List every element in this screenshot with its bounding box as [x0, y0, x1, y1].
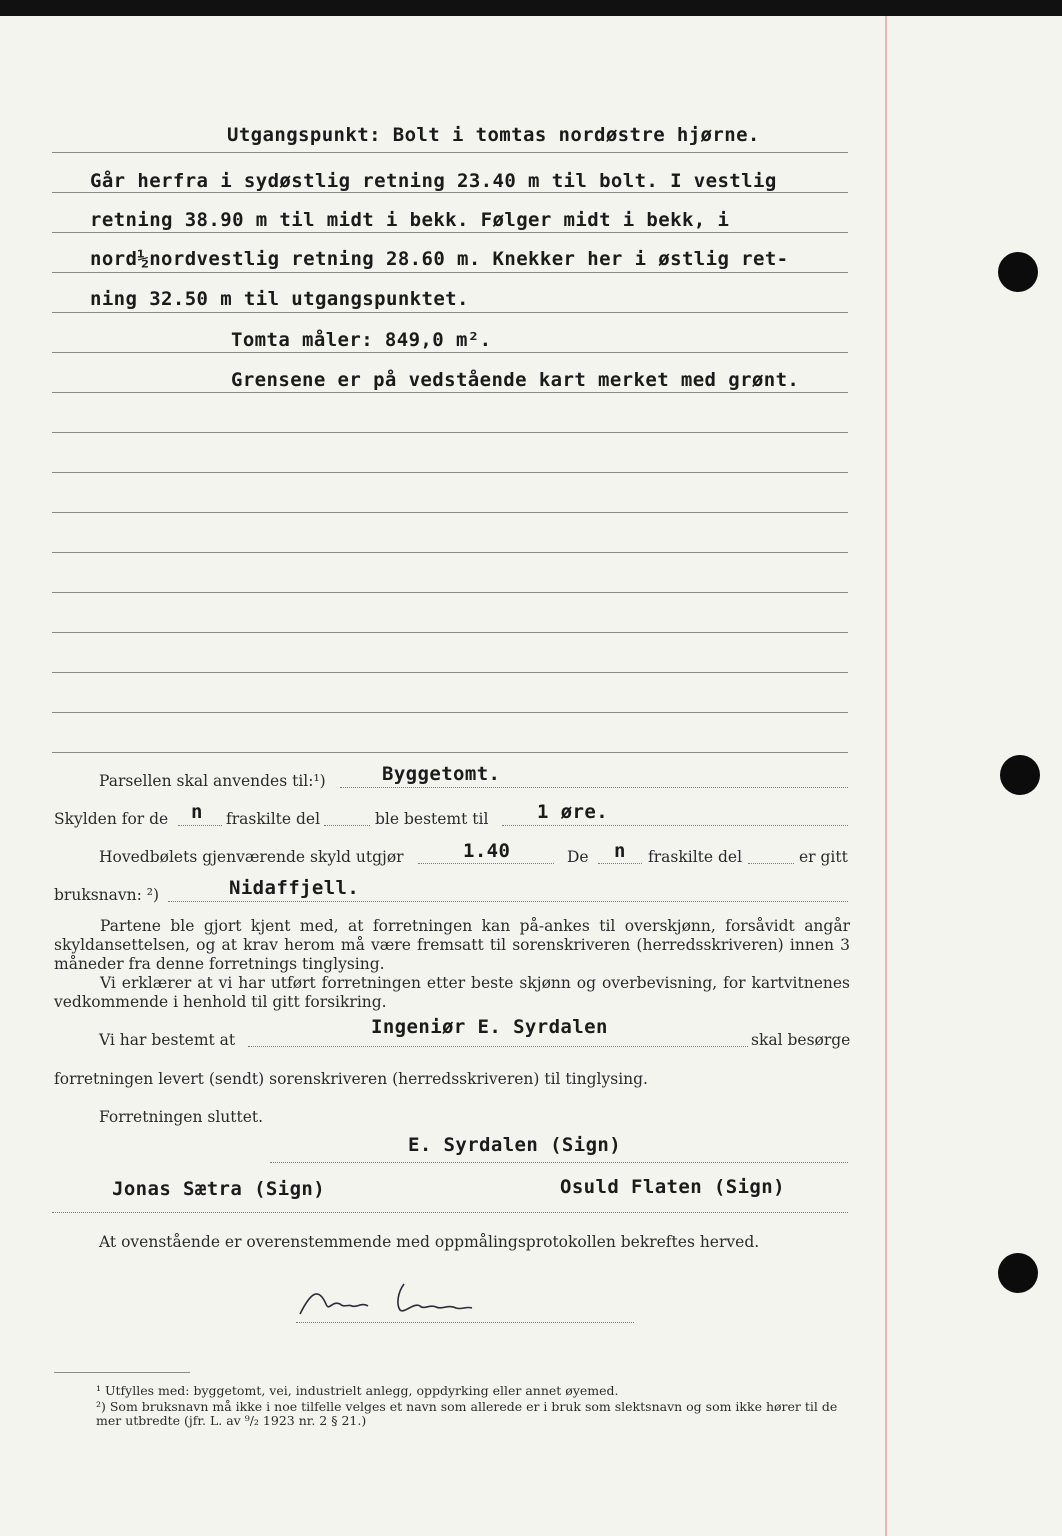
ruled-line: [52, 392, 848, 393]
appeal-paragraph: Partene ble gjort kjent med, at forretningen kan på-ankes til overskjønn, forsåvidt angår skyldansettelsen, og at krav herom må være fremsatt til sorenskriveren (herredsskriveren) innen 3 måneder fra denne forretnings tinglysing.: [54, 917, 850, 973]
decided-value: Ingeniør E. Syrdalen: [371, 1016, 608, 1038]
tax-n-value: n: [191, 801, 203, 823]
description-line: retning 38.90 m til midt i bekk. Følger midt i bekk, i: [90, 209, 730, 231]
footnote-1: ¹ Utfylles med: byggetomt, vei, industrielt anlegg, oppdyrking eller annet øyemed.: [96, 1383, 619, 1398]
name-value: Nidaffjell.: [229, 877, 360, 899]
de-label: er gitt: [799, 848, 848, 866]
tax-label: Skylden for de: [54, 810, 169, 828]
area-line: Tomta måler: 849,0 m².: [231, 329, 492, 351]
ruled-line: [52, 352, 848, 353]
signature-line: [52, 1212, 848, 1213]
ruled-line: [52, 192, 848, 193]
fill-line: [324, 825, 370, 826]
fill-line: [418, 863, 554, 864]
name-label: bruksnavn: ²): [54, 886, 160, 904]
ruled-line: [52, 632, 848, 633]
ruled-line: [52, 432, 848, 433]
ruled-line: [52, 232, 848, 233]
handwritten-signature: [296, 1274, 486, 1322]
punch-hole: [998, 1253, 1038, 1293]
fill-line: [340, 787, 848, 788]
description-line: Utgangspunkt: Bolt i tomtas nordøstre hjørne.: [227, 124, 760, 146]
decided-label: Vi har bestemt at: [99, 1031, 236, 1049]
description-line: nord½nordvestlig retning 28.60 m. Knekker her i østlig ret-: [90, 248, 789, 270]
ruled-line: [52, 312, 848, 313]
ruled-line: [52, 672, 848, 673]
fill-line: [178, 825, 222, 826]
punch-hole: [998, 252, 1038, 292]
signature-saetra: Jonas Sætra (Sign): [112, 1178, 326, 1200]
tax-label: fraskilte del: [226, 810, 321, 828]
ruled-line: [52, 472, 848, 473]
use-value: Byggetomt.: [382, 763, 501, 785]
certification-text: At ovenstående er overenstemmende med oppmålingsprotokollen bekreftes herved.: [99, 1233, 760, 1251]
remaining-tax-label: Hovedbølets gjenværende skyld utgjør: [99, 848, 404, 866]
punch-hole: [1000, 755, 1040, 795]
margin-line: [885, 16, 887, 1536]
footnote-2: ²) Som bruksnavn må ikke i noe tilfelle velges et navn som allerede er i bruk som slektsnavn og som ikke hører til de mer utbredte (jfr. L. av ⁹/₂ 1923 nr. 2 § 21.): [96, 1399, 838, 1428]
ruled-line: [52, 752, 848, 753]
fill-line: [168, 901, 848, 902]
fill-line: [598, 863, 642, 864]
declaration-paragraph: Vi erklærer at vi har utført forretningen etter beste skjønn og overbevisning, for kartvitnenes vedkommende i henhold til gitt forsikring.: [54, 974, 850, 1011]
decided-label: skal besørge: [751, 1031, 851, 1049]
footnote-separator: [54, 1372, 190, 1373]
description-line: ning 32.50 m til utgangspunktet.: [90, 288, 469, 310]
fill-line: [248, 1046, 748, 1047]
fill-line: [748, 863, 794, 864]
sent-line: forretningen levert (sendt) sorenskriveren (herredsskriveren) til tinglysing.: [54, 1070, 648, 1088]
use-label: Parsellen skal anvendes til:¹): [99, 772, 326, 790]
de-n-value: n: [614, 840, 626, 862]
remaining-tax-value: 1.40: [463, 840, 511, 862]
signature-flaten: Osuld Flaten (Sign): [560, 1176, 785, 1198]
ruled-line: [52, 552, 848, 553]
ruled-line: [52, 152, 848, 153]
fill-line: [502, 825, 848, 826]
de-label: fraskilte del: [648, 848, 743, 866]
closed-line: Forretningen sluttet.: [99, 1108, 264, 1126]
signature-line: [270, 1162, 848, 1163]
ruled-line: [52, 592, 848, 593]
signature-syrdalen: E. Syrdalen (Sign): [408, 1134, 622, 1156]
signature-line: [296, 1322, 634, 1323]
scan-top-border: [0, 0, 1062, 16]
ruled-line: [52, 272, 848, 273]
tax-value: 1 øre.: [537, 801, 609, 823]
ruled-line: [52, 512, 848, 513]
description-line: Går herfra i sydøstlig retning 23.40 m til bolt. I vestlig: [90, 170, 777, 192]
de-label: De: [567, 848, 589, 866]
tax-label: ble bestemt til: [375, 810, 489, 828]
boundary-note: Grensene er på vedstående kart merket med grønt.: [231, 369, 800, 391]
ruled-line: [52, 712, 848, 713]
